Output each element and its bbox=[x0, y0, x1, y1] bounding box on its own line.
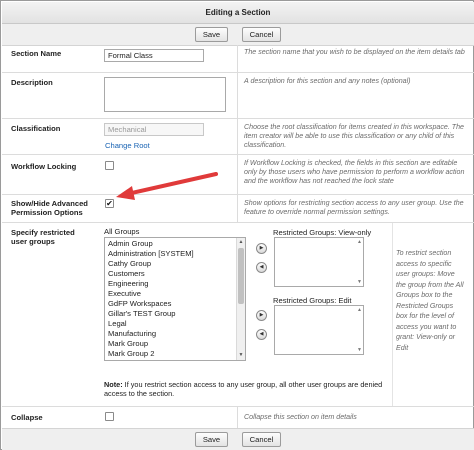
collapse-help: Collapse this section on item details bbox=[244, 413, 357, 421]
row-classification bbox=[2, 119, 474, 155]
change-root-link[interactable]: Change Root bbox=[105, 141, 150, 150]
advanced-permissions-help: Show options for restricting section access to any user group. Use the feature to override normal permission settings. bbox=[244, 199, 464, 216]
scroll-up-icon: ▲ bbox=[357, 307, 362, 313]
workflow-locking-help: If Workflow Locking is checked, the fields in this section are editable only by those users who have permission to perform a workflow action and the workflow has not reached the lock state bbox=[244, 159, 465, 185]
advanced-permissions-label-line1: Show/Hide Advanced bbox=[11, 199, 88, 208]
description-label: Description bbox=[11, 78, 53, 87]
top-button-bar bbox=[2, 24, 474, 46]
list-item[interactable]: Manufacturing bbox=[108, 329, 157, 338]
workflow-locking-label: Workflow Locking bbox=[11, 162, 77, 171]
list-item[interactable]: Cathy Group bbox=[108, 259, 152, 268]
view-only-listbox[interactable] bbox=[274, 237, 364, 287]
list-item[interactable]: Mark Group 2 bbox=[108, 349, 155, 358]
restricted-groups-side-help: To restrict section access to specific user groups: Move the group from the All Groups box to the Restricted Groups box for the level of access you want to grant: View-only or Edit bbox=[396, 249, 464, 352]
classification-label: Classification bbox=[11, 124, 61, 133]
restricted-groups-label bbox=[11, 228, 75, 246]
restricted-groups-note bbox=[104, 380, 384, 398]
move-from-edit-icon[interactable]: ◀ bbox=[256, 329, 267, 340]
description-textarea[interactable] bbox=[104, 77, 226, 112]
save-button-top[interactable]: Save bbox=[195, 27, 228, 42]
list-item[interactable]: Legal bbox=[108, 319, 127, 328]
workflow-locking-checkbox[interactable] bbox=[105, 161, 114, 170]
note-text: If you restrict section access to any user group, all other user groups are denied access to the section. bbox=[104, 380, 383, 398]
collapse-label: Collapse bbox=[11, 413, 43, 422]
list-item[interactable]: Mark Group bbox=[108, 339, 149, 348]
edit-listbox[interactable] bbox=[274, 305, 364, 355]
edit-label: Restricted Groups: Edit bbox=[273, 296, 352, 305]
advanced-permissions-checkbox[interactable]: ✔ bbox=[106, 199, 113, 208]
section-name-label: Section Name bbox=[11, 49, 62, 58]
scroll-down-icon: ▼ bbox=[357, 279, 362, 285]
column-divider bbox=[237, 407, 238, 428]
move-to-edit-icon[interactable]: ▶ bbox=[256, 310, 267, 321]
save-button-bottom[interactable]: Save bbox=[195, 432, 228, 447]
scroll-down-icon[interactable]: ▼ bbox=[238, 352, 244, 358]
advanced-permissions-label-line2: Permission Options bbox=[11, 208, 83, 217]
row-advanced-permissions bbox=[2, 195, 474, 223]
column-divider bbox=[237, 155, 238, 194]
move-from-view-only-icon[interactable]: ◀ bbox=[256, 262, 267, 273]
section-name-input[interactable] bbox=[104, 49, 204, 62]
scroll-down-icon: ▼ bbox=[357, 347, 362, 353]
all-groups-label: All Groups bbox=[104, 227, 140, 236]
section-name-help: The section name that you wish to be displayed on the item details tab bbox=[244, 48, 465, 56]
all-groups-listbox[interactable] bbox=[104, 237, 246, 361]
column-divider bbox=[237, 195, 238, 222]
column-divider bbox=[237, 45, 238, 72]
bottom-button-bar bbox=[2, 428, 474, 450]
restricted-groups-label-line2: user groups bbox=[11, 237, 55, 246]
cancel-button-bottom[interactable]: Cancel bbox=[242, 432, 281, 447]
row-description bbox=[2, 73, 474, 119]
row-section-name bbox=[2, 45, 474, 73]
list-item[interactable]: Gillar's TEST Group bbox=[108, 309, 176, 318]
side-help-divider bbox=[392, 223, 393, 406]
classification-input bbox=[104, 123, 204, 136]
column-divider bbox=[237, 73, 238, 118]
list-item[interactable]: Engineering bbox=[108, 279, 149, 288]
list-item[interactable]: Administration [SYSTEM] bbox=[108, 249, 194, 258]
classification-help: Choose the root classification for items created in this workspace. The item creator will be able to use this classification or any child of this classification. bbox=[244, 123, 465, 149]
row-collapse bbox=[2, 407, 474, 428]
list-item[interactable]: Customers bbox=[108, 269, 145, 278]
restricted-groups-label-line1: Specify restricted bbox=[11, 228, 75, 237]
row-workflow-locking bbox=[2, 155, 474, 195]
advanced-permissions-label bbox=[11, 199, 88, 217]
cancel-button-top[interactable]: Cancel bbox=[242, 27, 281, 42]
scroll-up-icon[interactable]: ▲ bbox=[238, 239, 244, 245]
scrollbar-thumb[interactable] bbox=[238, 248, 244, 304]
collapse-checkbox[interactable] bbox=[105, 412, 114, 421]
scroll-up-icon: ▲ bbox=[357, 239, 362, 245]
move-to-view-only-icon[interactable]: ▶ bbox=[256, 243, 267, 254]
row-restricted-groups bbox=[2, 223, 474, 407]
description-help: A description for this section and any notes (optional) bbox=[244, 77, 411, 85]
dialog-title: Editing a Section bbox=[2, 2, 474, 24]
list-item[interactable]: Executive bbox=[108, 289, 141, 298]
list-item[interactable]: Admin Group bbox=[108, 239, 153, 248]
view-only-label: Restricted Groups: View-only bbox=[273, 228, 372, 237]
all-groups-scrollbar[interactable] bbox=[236, 238, 245, 360]
column-divider bbox=[237, 119, 238, 154]
list-item[interactable]: GdFP Workspaces bbox=[108, 299, 172, 308]
note-prefix: Note: bbox=[104, 380, 123, 389]
